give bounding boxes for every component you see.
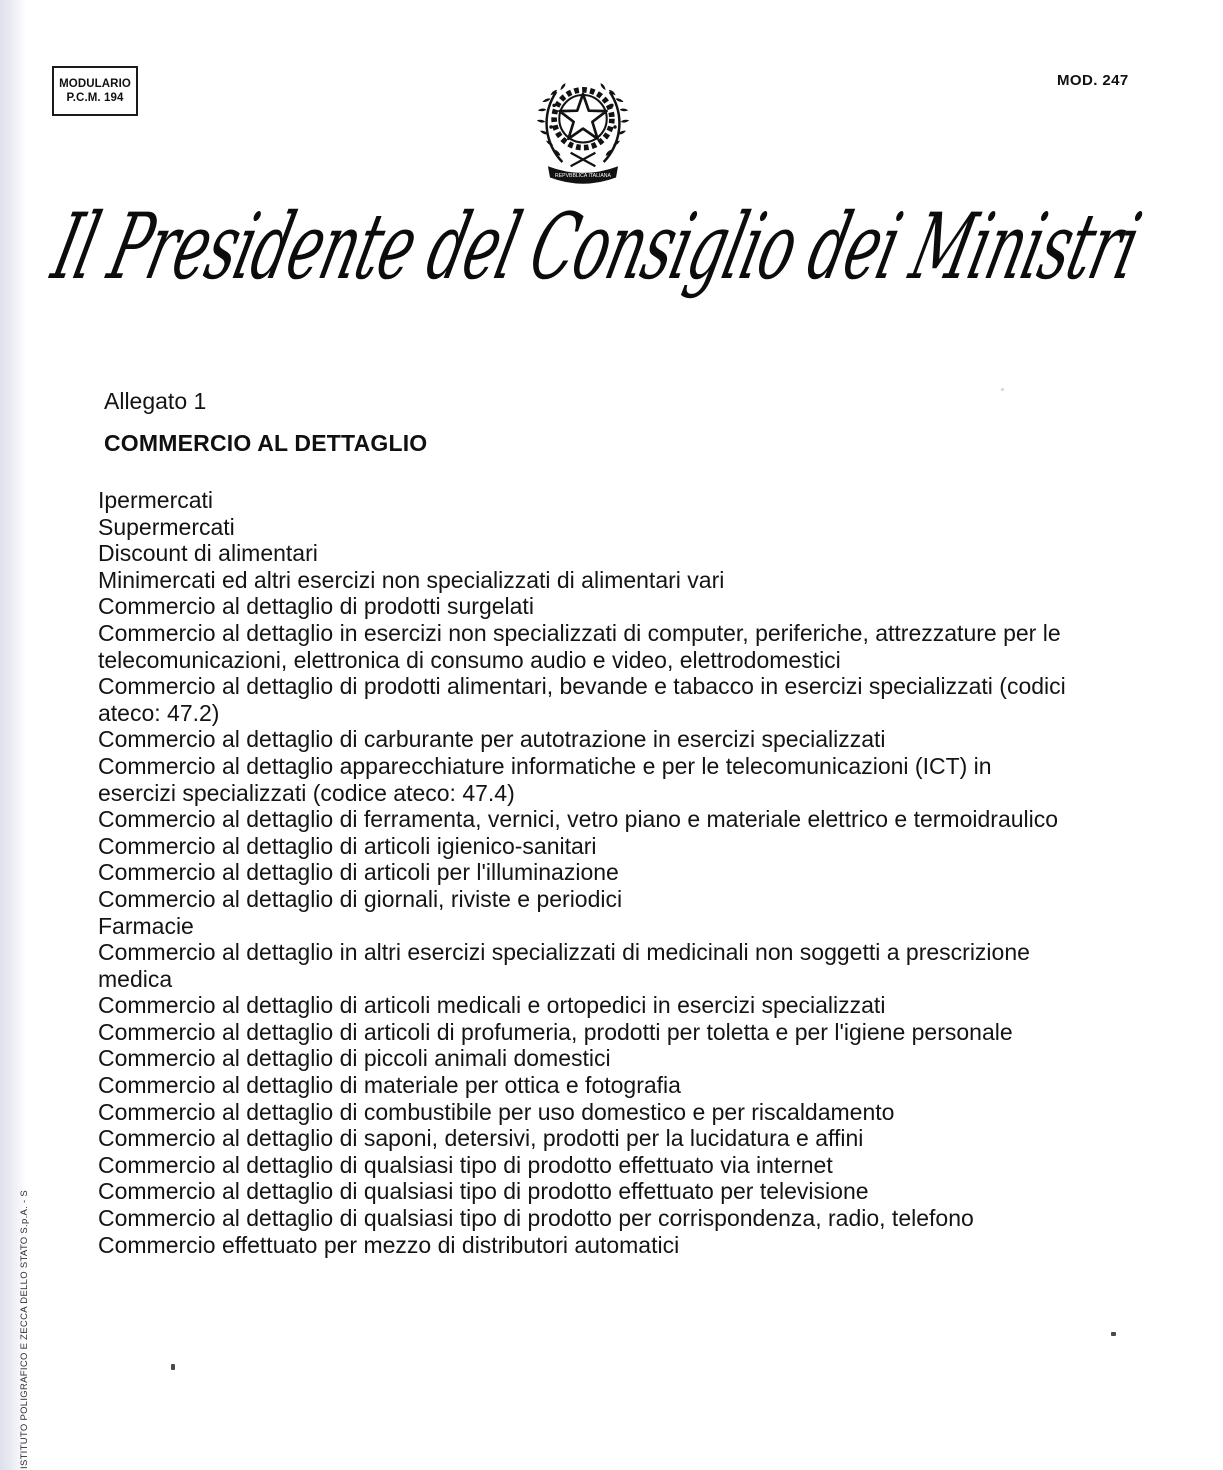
- stamp-line-2: P.C.M. 194: [66, 92, 124, 104]
- category-item: Supermercati: [98, 513, 235, 540]
- category-item: Discount di alimentari: [98, 540, 318, 567]
- category-item: Commercio al dettaglio di qualsiasi tipo di prodotto per corrispondenza, radio, telefono: [98, 1205, 974, 1232]
- scan-speck: [171, 1364, 175, 1370]
- scan-speck: [1111, 1332, 1116, 1336]
- category-item: Minimercati ed altri esercizi non specializzati di alimentari vari: [98, 566, 725, 593]
- letterhead-script-title: Il Presidente del Consiglio dei Ministri: [43, 194, 1150, 301]
- category-item: Commercio al dettaglio di articoli per l'illuminazione: [98, 859, 619, 886]
- category-item: Farmacie: [98, 912, 194, 939]
- category-item: Commercio al dettaglio di carburante per autotrazione in esercizi specializzati: [98, 726, 886, 753]
- scan-speck: [1001, 388, 1004, 391]
- emblem-banner-text: REPVBBLICA ITALIANA: [555, 173, 611, 180]
- category-item: Commercio al dettaglio di qualsiasi tipo di prodotto effettuato per televisione: [98, 1178, 869, 1205]
- category-item: Commercio al dettaglio in esercizi non specializzati di computer, periferiche, attrezzature per le telecomunicazioni, elettronica di consumo audio e video, elettrodomestici: [98, 619, 1061, 673]
- category-item: Commercio al dettaglio di materiale per ottica e fotografia: [98, 1072, 681, 1099]
- letterhead-wrap: [43, 194, 1188, 368]
- attachment-label: Allegato 1: [104, 388, 207, 414]
- category-item: Commercio al dettaglio di prodotti alimentari, bevande e tabacco in esercizi specializzati (codici ateco: 47.2): [98, 673, 1066, 726]
- category-item: Commercio al dettaglio di articoli di profumeria, prodotti per toletta e per l'igiene personale: [98, 1018, 1013, 1045]
- category-item: Commercio al dettaglio di piccoli animali domestici: [98, 1045, 611, 1072]
- category-list: [98, 487, 1073, 1258]
- category-item: Commercio al dettaglio di articoli medicali e ortopedici in esercizi specializzati: [98, 992, 886, 1019]
- modulario-stamp-box: [52, 66, 138, 116]
- category-item: Commercio effettuato per mezzo di distributori automatici: [98, 1231, 680, 1258]
- category-item: Commercio al dettaglio di ferramenta, vernici, vetro piano e materiale elettrico e termoidraulico: [98, 806, 1059, 833]
- printer-imprint-vertical-text: ISTITUTO POLIGRAFICO E ZECCA DELLO STATO S.p.A. - S: [19, 1189, 30, 1469]
- category-item: Commercio al dettaglio in altri esercizi specializzati di medicinali non soggetti a prescrizione medica: [98, 939, 1030, 992]
- category-item: Ipermercati: [98, 487, 214, 513]
- category-item: Commercio al dettaglio di giornali, riviste e periodici: [98, 885, 623, 912]
- category-item: Commercio al dettaglio di qualsiasi tipo di prodotto effettuato via internet: [98, 1151, 833, 1178]
- category-item: Commercio al dettaglio apparecchiature informatiche e per le telecomunicazioni (ICT) in esercizi specializzati (codice ateco: 47.4): [98, 752, 992, 806]
- italy-republic-emblem-icon: [531, 62, 635, 192]
- category-item: Commercio al dettaglio di combustibile per uso domestico e per riscaldamento: [98, 1098, 895, 1125]
- page-title: COMMERCIO AL DETTAGLIO: [104, 430, 428, 456]
- stamp-line-1: MODULARIO: [59, 77, 131, 90]
- category-item: Commercio al dettaglio di prodotti surgelati: [98, 593, 534, 620]
- mod-number-label: MOD. 247: [1057, 72, 1129, 89]
- category-item: Commercio al dettaglio di saponi, detersivi, prodotti per la lucidatura e affini: [98, 1125, 864, 1152]
- category-item: Commercio al dettaglio di articoli igienico-sanitari: [98, 832, 597, 859]
